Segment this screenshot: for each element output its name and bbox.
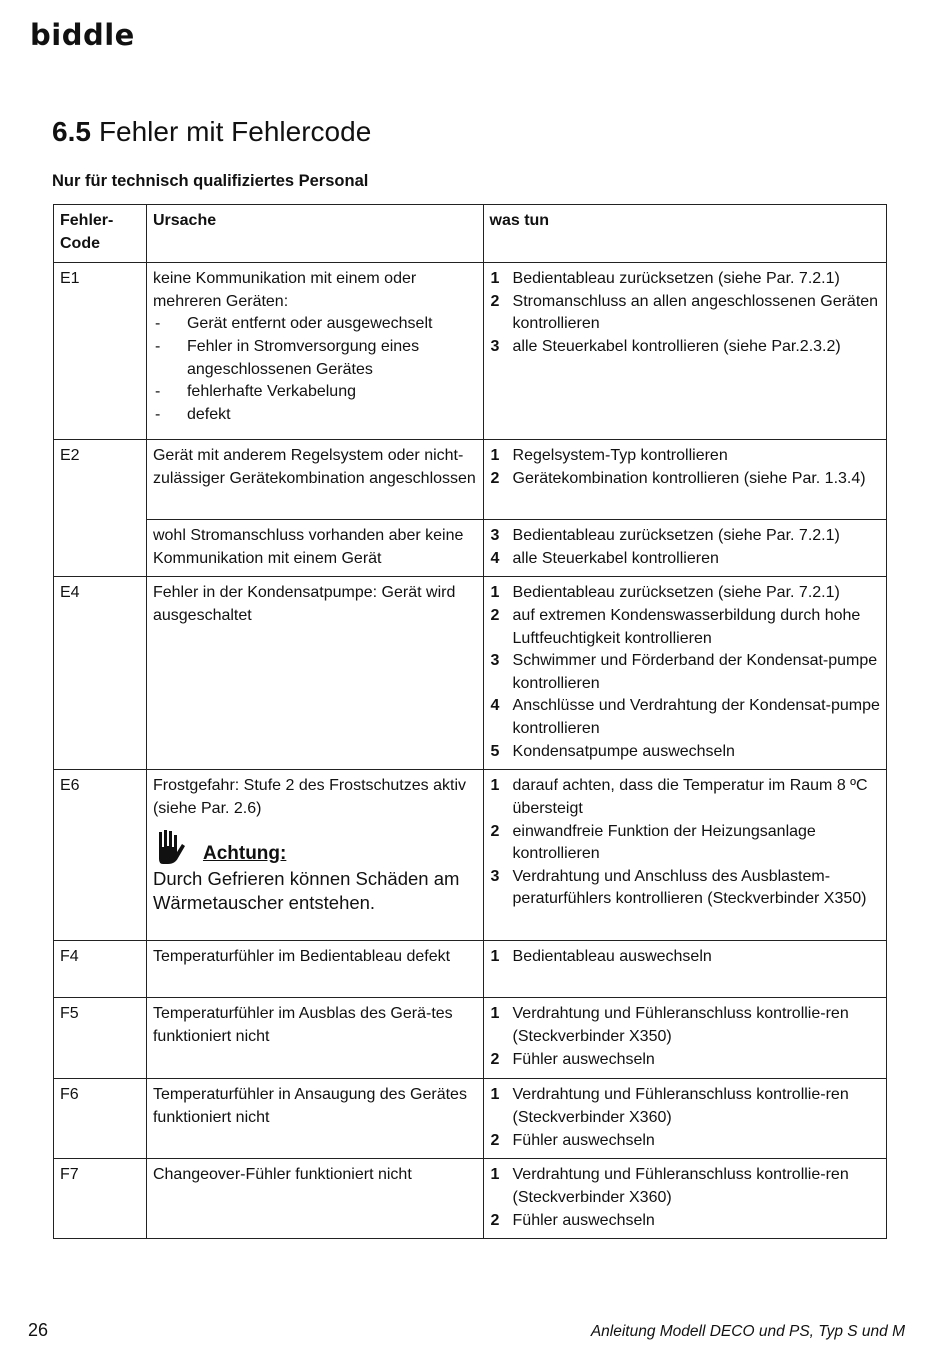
header-action: was tun <box>483 205 886 263</box>
warning-text: Durch Gefrieren können Schäden am Wärmetauscher entstehen. <box>152 867 460 913</box>
table-row <box>54 520 887 577</box>
error-code: F4 <box>54 941 147 998</box>
cause-cell <box>146 263 483 440</box>
table-row <box>54 770 887 941</box>
cause-cell: wohl Stromanschluss vorhanden aber keine Kommunikation mit einem Gerät <box>146 520 483 577</box>
action-cell <box>483 998 886 1079</box>
action-step: 1 Bedientableau auswechseln <box>490 948 712 966</box>
error-code: E2 <box>54 440 147 577</box>
action-step: 3 Verdrahtung und Anschluss des Ausblastem-peraturfühlers kontrollieren (Steckverbinder X350) <box>490 867 867 908</box>
action-cell <box>483 520 886 577</box>
error-code: E4 <box>54 577 147 770</box>
error-code: F7 <box>54 1159 147 1239</box>
cause-cell: Temperaturfühler im Bedientableau defekt <box>146 941 483 998</box>
biddle-logo: biddle <box>30 18 135 52</box>
action-cell <box>483 1159 886 1239</box>
cause-cell: Temperaturfühler im Ausblas des Gerä-tes funktioniert nicht <box>146 998 483 1079</box>
table-row <box>54 577 887 770</box>
table-row <box>54 941 887 998</box>
page-number: 26 <box>28 1320 49 1340</box>
table-row <box>54 440 887 520</box>
cause-cell: Temperaturfühler in Ansaugung des Gerätes funktioniert nicht <box>146 1079 483 1159</box>
list-item: - Fehler in Stromversorgung eines angeschlossenen Gerätes <box>153 336 477 381</box>
stop-hand-icon <box>153 829 187 865</box>
warning-label: Achtung: <box>202 842 287 864</box>
action-step: 4 Anschlüsse und Verdrahtung der Kondensat-pumpe kontrollieren <box>490 697 880 737</box>
error-code: F6 <box>54 1079 147 1159</box>
action-step: 1 Bedientableau zurücksetzen (siehe Par. 7.2.1) <box>490 270 840 288</box>
section-number: 6.5 <box>52 116 91 147</box>
header-error-code: Fehler-Code <box>54 205 147 263</box>
action-step: 3 Schwimmer und Förderband der Kondensat-pumpe kontrollieren <box>490 652 878 692</box>
action-step: 1 Regelsystem-Typ kontrollieren <box>490 447 728 465</box>
action-step: 2 Fühler auswechseln <box>490 1050 655 1068</box>
action-step: 3 Bedientableau zurücksetzen (siehe Par. 7.2.1) <box>490 527 840 545</box>
action-cell <box>483 440 886 520</box>
action-step: 2 Fühler auswechseln <box>490 1131 655 1149</box>
table-row <box>54 263 887 440</box>
action-step: 2 Fühler auswechseln <box>490 1211 655 1229</box>
action-step: 2 auf extremen Kondenswasserbildung durch hohe Luftfeuchtigkeit kontrollieren <box>490 606 861 647</box>
cause-text: Frostgefahr: Stufe 2 des Frostschutzes aktiv (siehe Par. 2.6) <box>152 777 466 817</box>
table-row <box>54 1079 887 1159</box>
action-cell <box>483 577 886 770</box>
action-step: 5 Kondensatpumpe auswechseln <box>490 742 735 760</box>
table-header-row <box>54 205 887 263</box>
action-step: 4 alle Steuerkabel kontrollieren <box>490 549 719 567</box>
cause-cell: Fehler in der Kondensatpumpe: Gerät wird ausgeschaltet <box>146 577 483 770</box>
header-cause: Ursache <box>146 205 483 263</box>
cause-list <box>153 313 477 426</box>
action-cell <box>483 1079 886 1159</box>
cause-text: keine Kommunikation mit einem oder mehreren Geräten: <box>152 270 417 310</box>
audience-note: Nur für technisch qualifiziertes Personal <box>52 172 369 190</box>
list-item: - fehlerhafte Verkabelung <box>153 381 477 404</box>
cause-cell: Changeover-Fühler funktioniert nicht <box>146 1159 483 1239</box>
action-cell <box>483 263 886 440</box>
action-step: 1 Verdrahtung und Fühleranschluss kontrollie-ren (Steckverbinder X360) <box>490 1166 849 1206</box>
list-item: - Gerät entfernt oder ausgewechselt <box>153 313 477 336</box>
table-row <box>54 1159 887 1239</box>
section-title-text: Fehler mit Fehlercode <box>98 116 372 147</box>
error-code-table <box>53 204 887 1239</box>
error-code: E1 <box>54 263 147 440</box>
error-code: E6 <box>54 770 147 941</box>
action-cell <box>483 941 886 998</box>
action-step: 2 Gerätekombination kontrollieren (siehe Par. 1.3.4) <box>490 469 866 487</box>
action-step: 1 Verdrahtung und Fühleranschluss kontrollie-ren (Steckverbinder X360) <box>490 1086 849 1126</box>
action-cell <box>483 770 886 941</box>
action-step: 1 darauf achten, dass die Temperatur im Raum 8 ºC übersteigt <box>490 777 868 817</box>
action-step: 2 einwandfreie Funktion der Heizungsanlage kontrollieren <box>490 822 816 863</box>
action-step: 1 Bedientableau zurücksetzen (siehe Par. 7.2.1) <box>490 584 840 602</box>
cause-cell <box>146 770 483 941</box>
warning-box <box>153 829 477 915</box>
action-step: 3 alle Steuerkabel kontrollieren (siehe Par.2.3.2) <box>490 337 841 355</box>
list-item: - defekt <box>153 404 477 427</box>
table-row <box>54 998 887 1079</box>
section-title <box>52 116 371 148</box>
cause-cell: Gerät mit anderem Regelsystem oder nicht-zulässiger Gerätekombination angeschlossen <box>146 440 483 520</box>
error-code: F5 <box>54 998 147 1079</box>
action-step: 1 Verdrahtung und Fühleranschluss kontrollie-ren (Steckverbinder X350) <box>490 1005 849 1045</box>
action-step: 2 Stromanschluss an allen angeschlossenen Geräten kontrollieren <box>490 292 879 333</box>
manual-title: Anleitung Modell DECO und PS, Typ S und M <box>590 1323 905 1340</box>
